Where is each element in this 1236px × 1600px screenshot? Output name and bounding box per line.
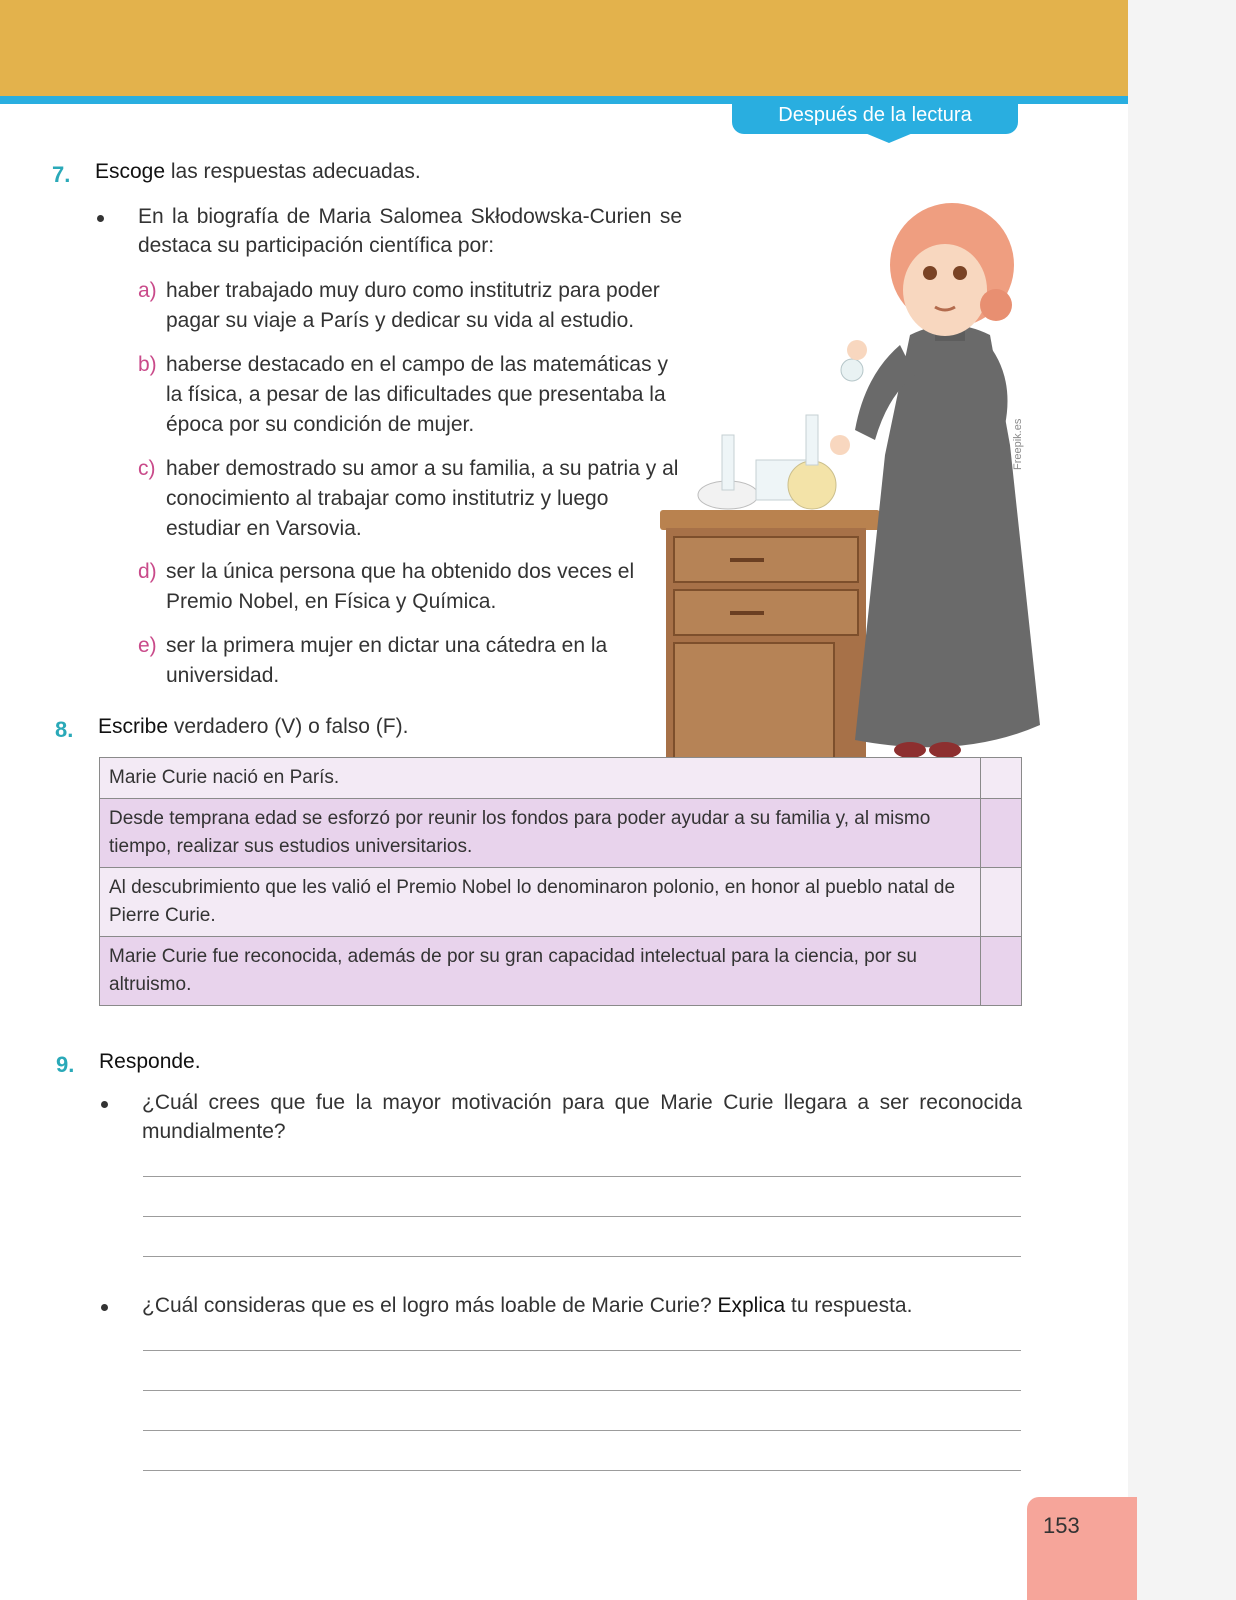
option-e [138, 631, 636, 691]
option-d-text: ser la única persona que ha obtenido dos veces el Premio Nobel, en Física y Química. [166, 560, 635, 613]
marie-curie-illustration [660, 195, 1080, 780]
option-a [138, 276, 686, 336]
answer-line[interactable] [143, 1430, 1021, 1431]
option-b-text: haberse destacado en el campo de las matemáticas y la física, a pesar de las dificultades que presentaba la época por su condición de mujer. [166, 353, 668, 436]
answer-line[interactable] [143, 1390, 1021, 1391]
lab-cabinet [660, 510, 880, 778]
question-8-instruction [98, 715, 408, 739]
illustration-credit: Freepik.es [1012, 418, 1024, 470]
question-7-instruction-rest: las respuestas adecuadas. [165, 160, 421, 183]
option-a-letter: a) [138, 279, 157, 302]
table-row [100, 758, 1022, 799]
answer-cell[interactable] [981, 799, 1022, 868]
page-number-tab [1027, 1497, 1137, 1600]
option-e-text: ser la primera mujer en dictar una cátedra en la universidad. [166, 634, 608, 687]
answer-line[interactable] [143, 1470, 1021, 1471]
table-row [100, 799, 1022, 868]
bullet [97, 215, 104, 222]
figure-hand-right [830, 435, 850, 455]
question-9-verb: Responde. [99, 1050, 201, 1073]
question-9-prompt-2-verb: Explica [717, 1294, 786, 1317]
figure-hand-left [847, 340, 867, 360]
answer-cell[interactable] [981, 868, 1022, 937]
option-c-letter: c) [138, 457, 156, 480]
true-false-table [99, 757, 1022, 1006]
question-9-prompt-2-start: ¿Cuál consideras que es el logro más loable de Marie Curie? [142, 1294, 718, 1317]
header-band [0, 0, 1128, 100]
section-tab-notch [865, 133, 913, 143]
question-7-number: 7. [52, 162, 71, 187]
section-tab: Después de la lectura [732, 98, 1018, 134]
answer-line[interactable] [143, 1176, 1021, 1177]
question-7-verb: Escoge [95, 160, 166, 183]
option-a-text: haber trabajado muy duro como institutriz para poder pagar su viaje a París y dedicar su vida al estudio. [166, 279, 660, 332]
option-b-letter: b) [138, 353, 157, 376]
statement-cell: Desde temprana edad se esforzó por reunir los fondos para poder ayudar a su familia y, al mismo tiempo, realizar sus estudios universitarios. [100, 799, 981, 868]
question-9-number: 9. [56, 1052, 75, 1077]
option-b [138, 350, 686, 440]
lab-glassware [698, 359, 863, 509]
option-d [138, 557, 646, 617]
question-9-prompt-1: ¿Cuál crees que fue la mayor motivación para que Marie Curie llegara a ser reconocida mundialmente? [142, 1091, 1022, 1143]
bullet [101, 1101, 108, 1108]
right-page-margin [1128, 0, 1236, 1600]
question-8-verb: Escribe [98, 715, 169, 738]
question-9-prompt-2 [142, 1291, 1022, 1320]
question-7-instruction [95, 160, 421, 184]
option-c [138, 454, 686, 544]
page-number: 153 [1043, 1513, 1080, 1538]
figure-head [890, 203, 1014, 336]
table-row [100, 868, 1022, 937]
answer-line[interactable] [143, 1256, 1021, 1257]
question-9-instruction [99, 1050, 201, 1074]
option-d-letter: d) [138, 560, 157, 583]
bullet [101, 1304, 108, 1311]
answer-cell[interactable] [981, 758, 1022, 799]
figure-dress [855, 325, 1040, 758]
question-8-instruction-rest: verdadero (V) o falso (F). [168, 715, 409, 738]
option-e-letter: e) [138, 634, 157, 657]
question-8-number: 8. [55, 717, 74, 742]
statement-cell: Marie Curie nació en París. [100, 758, 981, 799]
answer-cell[interactable] [981, 937, 1022, 1006]
option-c-text: haber demostrado su amor a su familia, a su patria y al conocimiento al trabajar como institutriz y luego estudiar en Varsovia. [166, 457, 679, 540]
question-7-stem: En la biografía de Maria Salomea Skłodowska-Curien se destaca su participación científica por: [138, 205, 682, 257]
statement-cell: Al descubrimiento que les valió el Premio Nobel lo denominaron polonio, en honor al pueblo natal de Pierre Curie. [100, 868, 981, 937]
answer-line[interactable] [143, 1350, 1021, 1351]
statement-cell: Marie Curie fue reconocida, además de por su gran capacidad intelectual para la ciencia, por su altruismo. [100, 937, 981, 1006]
table-row [100, 937, 1022, 1006]
question-9-prompt-2-end: tu respuesta. [785, 1294, 913, 1317]
answer-line[interactable] [143, 1216, 1021, 1217]
